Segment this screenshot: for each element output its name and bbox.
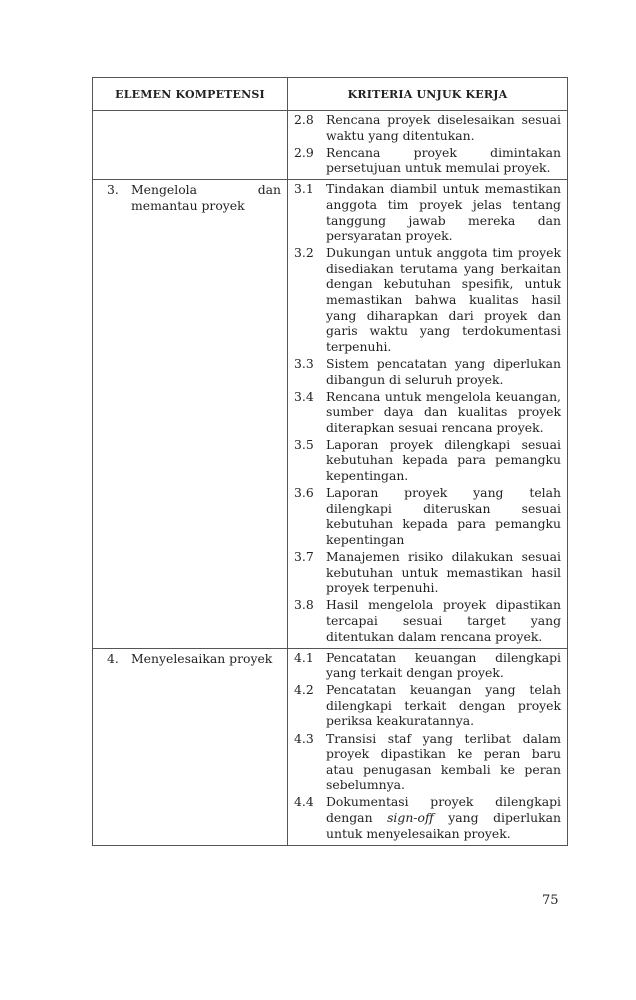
elemen-cell bbox=[93, 111, 288, 180]
kriteria-number: 4.2 bbox=[294, 682, 314, 698]
kriteria-text: Laporan proyek yang telah dilengkapi diteruskan sesuai kebutuhan kepada para pemangku kepentingan bbox=[326, 485, 561, 547]
kriteria-text: Transisi staf yang terlibat dalam proyek dipastikan ke peran baru atau penugasan kembali ke peran sebelumnya. bbox=[326, 730, 561, 793]
kriteria-text-italic: sign-off bbox=[387, 810, 434, 826]
kriteria-number: 2.9 bbox=[294, 144, 314, 160]
kriteria-item bbox=[294, 245, 561, 354]
kriteria-text-after: yang diperlukan untuk menyelesaikan proyek. bbox=[326, 810, 562, 841]
kriteria-text bbox=[326, 794, 561, 841]
kriteria-cell bbox=[288, 180, 568, 648]
kriteria-number: 3.5 bbox=[294, 436, 314, 452]
kriteria-item bbox=[294, 181, 561, 243]
kriteria-text: Dukungan untuk anggota tim proyek disediakan terutama yang berkaitan dengan kebutuhan spesifik, untuk memastikan bahwa kualitas hasil yang diharapkan dari proyek dan garis waktu yang terdokumentasi terpenuhi. bbox=[326, 245, 561, 354]
kriteria-cell bbox=[288, 648, 568, 845]
kriteria-item bbox=[294, 682, 561, 729]
kriteria-text: Rencana untuk mengelola keuangan, sumber daya dan kualitas proyek diterapkan sesuai rencana proyek. bbox=[326, 388, 561, 435]
kriteria-text: Tindakan diambil untuk memastikan anggota tim proyek jelas tentang tanggung jawab mereka dan persyaratan proyek. bbox=[326, 181, 561, 244]
kriteria-number: 3.2 bbox=[294, 245, 314, 261]
kriteria-cell bbox=[288, 111, 568, 180]
kriteria-text: Rencana proyek diselesaikan sesuai waktu yang ditentukan. bbox=[326, 112, 561, 143]
kriteria-number: 4.1 bbox=[294, 649, 314, 665]
kriteria-text: Pencatatan keuangan dilengkapi yang terkait dengan proyek. bbox=[326, 649, 561, 681]
kriteria-item bbox=[294, 650, 561, 681]
kriteria-number: 4.4 bbox=[294, 794, 314, 810]
kriteria-item bbox=[294, 794, 561, 841]
kriteria-item bbox=[294, 145, 561, 176]
table-header-row bbox=[93, 78, 568, 111]
kriteria-item bbox=[294, 597, 561, 644]
elemen-number: 4. bbox=[107, 650, 119, 666]
kriteria-text: Manajemen risiko dilakukan sesuai kebutuhan untuk memastikan hasil proyek terpenuhi. bbox=[326, 549, 561, 596]
kriteria-number: 2.8 bbox=[294, 112, 314, 127]
header-elemen-kompetensi: ELEMEN KOMPETENSI bbox=[93, 78, 288, 111]
kriteria-item bbox=[294, 112, 561, 143]
kriteria-item bbox=[294, 485, 561, 547]
header-kriteria-unjuk-kerja: KRITERIA UNJUK KERJA bbox=[288, 78, 568, 111]
kriteria-text-before: Dokumentasi proyek dilengkapi dengan bbox=[326, 794, 561, 826]
competency-table bbox=[92, 77, 568, 846]
kriteria-text: Sistem pencatatan yang diperlukan dibangun di seluruh proyek. bbox=[326, 355, 561, 387]
kriteria-number: 3.6 bbox=[294, 485, 314, 501]
table-row bbox=[93, 111, 568, 180]
table-row bbox=[93, 180, 568, 648]
kriteria-item bbox=[294, 356, 561, 387]
kriteria-number: 3.3 bbox=[294, 355, 314, 371]
kriteria-number: 3.7 bbox=[294, 549, 314, 565]
elemen-number: 3. bbox=[107, 182, 119, 198]
kriteria-number: 3.4 bbox=[294, 388, 314, 404]
table-row bbox=[93, 648, 568, 845]
kriteria-item bbox=[294, 389, 561, 436]
elemen-text: Menyelesaikan proyek bbox=[131, 650, 273, 666]
kriteria-number: 3.1 bbox=[294, 181, 314, 197]
kriteria-text: Rencana proyek dimintakan persetujuan untuk memulai proyek. bbox=[326, 144, 561, 176]
kriteria-item bbox=[294, 731, 561, 793]
kriteria-text: Pencatatan keuangan yang telah dilengkapi terkait dengan proyek periksa keakuratannya. bbox=[326, 682, 561, 729]
kriteria-text: Hasil mengelola proyek dipastikan tercapai sesuai target yang ditentukan dalam rencana proyek. bbox=[326, 597, 561, 644]
elemen-cell bbox=[93, 648, 288, 845]
elemen-text: Mengelola dan memantau proyek bbox=[131, 182, 281, 213]
elemen-cell bbox=[93, 180, 288, 648]
kriteria-number: 3.8 bbox=[294, 597, 314, 613]
kriteria-number: 4.3 bbox=[294, 730, 314, 746]
kriteria-text: Laporan proyek dilengkapi sesuai kebutuhan kepada para pemangku kepentingan. bbox=[326, 436, 561, 484]
kriteria-item bbox=[294, 549, 561, 596]
page-number: 75 bbox=[542, 893, 559, 908]
kriteria-item bbox=[294, 437, 561, 484]
